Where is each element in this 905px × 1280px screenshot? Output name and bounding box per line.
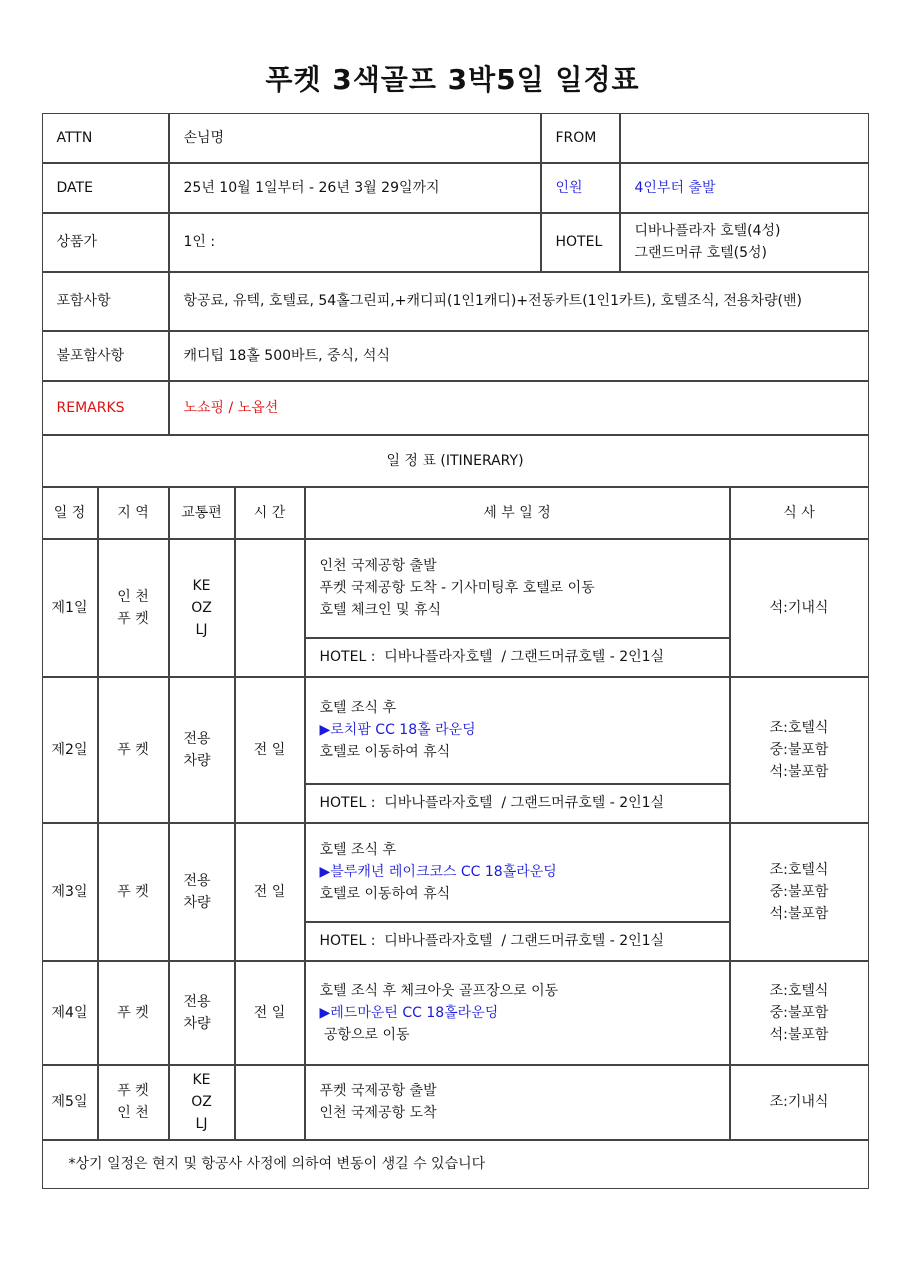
detail-line: 공항으로 이동 [319,1026,410,1043]
region [98,677,169,823]
meals [730,961,869,1065]
region-line: 인 천 [117,1105,149,1121]
region [98,823,169,961]
meals [730,539,869,677]
detail-line: 푸켓 국제공항 출발 [319,1083,437,1099]
from-label: FROM [541,113,620,163]
time: 전 일 [235,961,305,1065]
detail-line: 인천 국제공항 출발 [319,558,437,574]
from-value [620,113,869,163]
meal-line: 중:불포함 [769,741,829,758]
detail-line: 호텔 조식 후 체크아웃 골프장으로 이동 [319,982,559,999]
include-label: 포함사항 [42,272,169,331]
day-label: 제5일 [42,1065,98,1140]
exclude-value: 캐디팁 18홀 500바트, 중식, 석식 [169,331,869,381]
day-label: 제1일 [42,539,98,677]
hotel-value [620,213,869,272]
details [305,677,730,784]
details [305,823,730,922]
transport-line: OZ [191,1094,212,1110]
meals [730,1065,869,1140]
region-line: 푸 켓 [117,1083,149,1099]
include-value: 항공료, 유텍, 호텔료, 54홀그린피,+캐디피(1인1캐디)+전동카트(1인1카트), 호텔조식, 전용차량(밴) [169,272,869,331]
detail-line: 호텔 조식 후 [319,700,397,716]
details [305,1065,730,1140]
detail-line: ▶로치팜 CC 18홀 라운딩 [319,722,476,738]
region-line: 푸 켓 [117,883,149,900]
hotel-line: HOTEL : 디바나플라자호텔 / 그랜드머큐호텔 - 2인1실 [305,638,730,677]
hotel-line: HOTEL : 디바나플라자호텔 / 그랜드머큐호텔 - 2인1실 [305,784,730,823]
attn-label: ATTN [42,113,169,163]
document-title: 푸켓 3색골프 3박5일 일정표 [265,63,640,96]
time: 전 일 [235,823,305,961]
date-value: 25년 10월 1일부터 - 26년 3월 29일까지 [169,163,541,213]
transport-line: 전용차량 [183,872,211,911]
date-label: DATE [42,163,169,213]
detail-line: ▶레드마운틴 CC 18홀라운딩 [319,1004,499,1021]
day-label: 제3일 [42,823,98,961]
details [305,961,730,1065]
price-value: 1인 : [169,213,541,272]
transport-line: 전용차량 [183,993,211,1032]
region [98,961,169,1065]
region [98,1065,169,1140]
header-details: 세 부 일 정 [305,487,730,539]
time: 전 일 [235,677,305,823]
footnote: *상기 일정은 현지 및 항공사 사정에 의하여 변동이 생길 수 있습니다 [42,1140,869,1189]
day-label: 제4일 [42,961,98,1065]
transport-line: KE [192,577,211,594]
transport-line: 전용차량 [183,730,211,769]
day-label: 제2일 [42,677,98,823]
details [305,539,730,638]
region-line: 푸 켓 [117,610,149,627]
region-line: 푸 켓 [117,1004,149,1021]
remarks-value: 노쇼핑 / 노옵션 [169,381,869,435]
hotel-line: HOTEL : 디바나플라자호텔 / 그랜드머큐호텔 - 2인1실 [305,922,730,961]
itinerary-heading: 일 정 표 (ITINERARY) [42,435,869,487]
detail-line: 호텔 체크인 및 휴식 [319,602,442,618]
detail-line: 푸켓 국제공항 도착 - 기사미팅후 호텔로 이동 [319,580,595,596]
hotel-line: 그랜드머큐 호텔(5성) [634,245,767,261]
meal-line: 석:기내식 [769,599,829,616]
remarks-label: REMARKS [42,381,169,435]
detail-line: 호텔로 이동하여 휴식 [319,886,451,902]
detail-line: 인천 국제공항 도착 [319,1105,437,1121]
transport [169,1065,235,1140]
header-day: 일 정 [42,487,98,539]
hotel-label: HOTEL [541,213,620,272]
transport-line: LJ [195,1116,208,1132]
meals [730,677,869,823]
transport-line: KE [192,1072,211,1088]
meal-line: 석:불포함 [769,1026,829,1043]
detail-line: ▶블루캐년 레이크코스 CC 18홀라운딩 [319,864,557,880]
transport [169,677,235,823]
detail-line: 호텔로 이동하여 휴식 [319,744,451,760]
header-meals: 식 사 [730,487,869,539]
header-region: 지 역 [98,487,169,539]
meal-line: 중:불포함 [769,1004,829,1021]
time [235,539,305,677]
pax-label: 인원 [541,163,620,213]
meal-line: 조:호텔식 [769,861,829,878]
transport-line: LJ [195,621,208,638]
price-label: 상품가 [42,213,169,272]
meal-line: 석:불포함 [769,763,829,780]
exclude-label: 불포함사항 [42,331,169,381]
detail-line: 호텔 조식 후 [319,842,397,858]
transport [169,539,235,677]
meal-line: 조:호텔식 [769,719,829,736]
region [98,539,169,677]
region-line: 푸 켓 [117,741,149,758]
time [235,1065,305,1140]
region-line: 인 천 [117,588,149,605]
transport [169,961,235,1065]
pax-value: 4인부터 출발 [620,163,869,213]
attn-value: 손님명 [169,113,541,163]
header-time: 시 간 [235,487,305,539]
header-transport: 교통편 [169,487,235,539]
transport [169,823,235,961]
meals [730,823,869,961]
meal-line: 중:불포함 [769,883,829,900]
transport-line: OZ [191,599,212,616]
meal-line: 석:불포함 [769,905,829,922]
meal-line: 조:호텔식 [769,982,829,999]
meal-line: 조:기내식 [769,1094,829,1110]
hotel-line: 디바나플라자 호텔(4성) [634,223,781,239]
